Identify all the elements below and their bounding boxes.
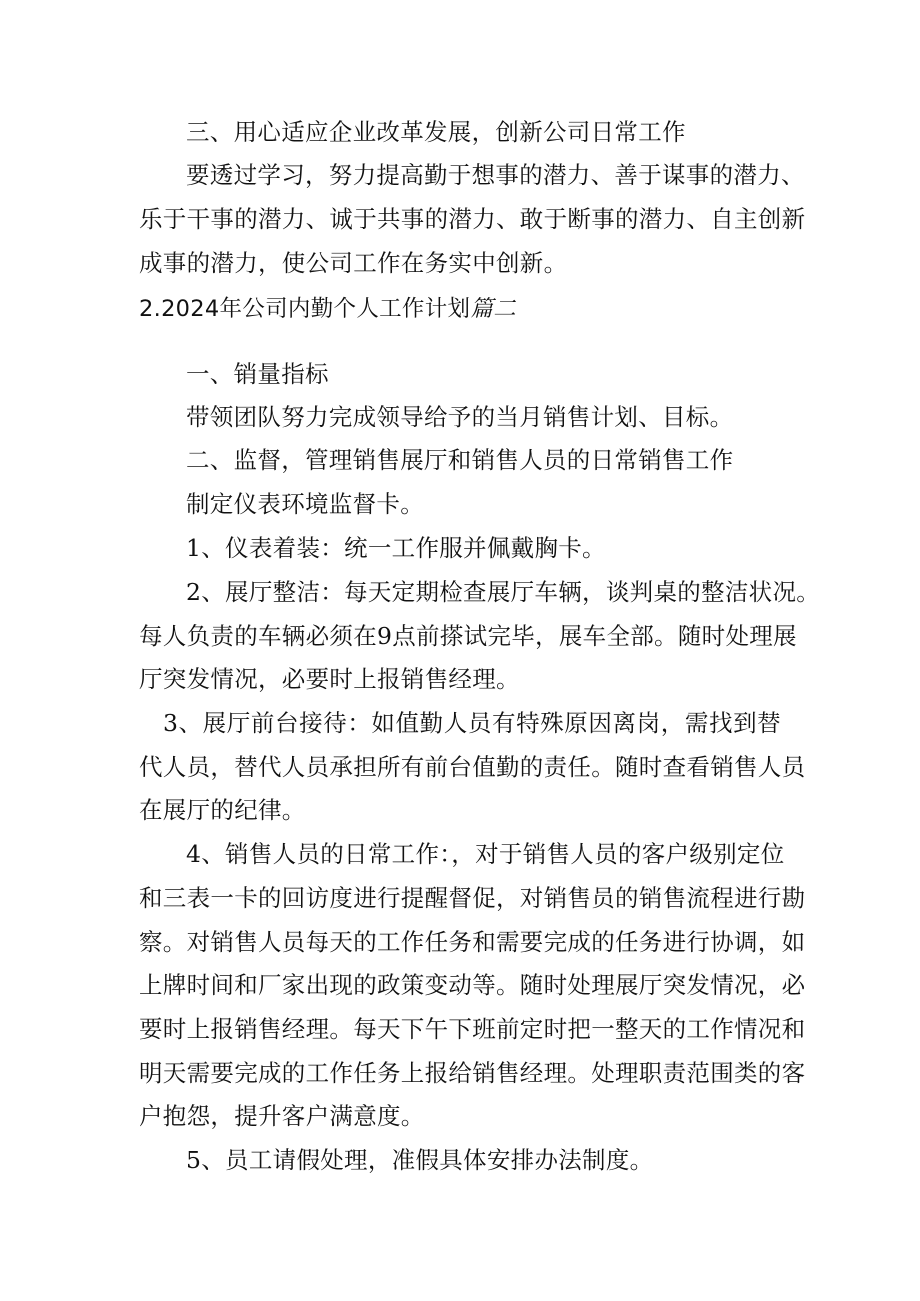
title-main: 2.2024年公司内勤个人工作计划 [139, 296, 471, 322]
paragraph-line: 代人员，替代人员承担所有前台值勤的责任。随时查看销售人员 [139, 753, 806, 781]
list-item-2: 2、展厅整洁：每天定期检查展厅车辆，谈判桌的整洁状况。 [186, 578, 821, 606]
paragraph-line: 户抱怨，提升客户满意度。 [139, 1102, 425, 1130]
paragraph-line: 成事的潜力，使公司工作在务实中创新。 [139, 249, 568, 277]
paragraph-line: 明天需要完成的工作任务上报给销售经理。处理职责范围类的客 [139, 1059, 806, 1087]
list-item-4: 4、销售人员的日常工作：，对于销售人员的客户级别定位 [186, 840, 785, 868]
paragraph-line: 每人负责的车辆必须在9点前搽试完毕，展车全部。随时处理展 [139, 622, 797, 650]
section-heading-3: 三、用心适应企业改革发展，创新公司日常工作 [186, 118, 686, 146]
list-item-1: 1、仪表着装：统一工作服并佩戴胸卡。 [186, 534, 606, 562]
list-item-5: 5、员工请假处理，准假具体安排办法制度。 [186, 1146, 654, 1174]
paragraph-line: 带领团队努力完成领导给予的当月销售计划、目标。 [186, 403, 734, 431]
section-heading-2: 二、监督，管理销售展厅和销售人员的日常销售工作 [186, 446, 734, 474]
section-heading-1: 一、销量指标 [186, 360, 329, 388]
paragraph-line: 制定仪表环境监督卡。 [186, 490, 424, 518]
paragraph-line: 乐于干事的潜力、诚于共事的潜力、敢于断事的潜力、自主创新 [139, 205, 806, 233]
paragraph-line: 察。对销售人员每天的工作任务和需要完成的任务进行协调，如 [139, 928, 806, 956]
document-title [139, 294, 799, 324]
paragraph-line: 和三表一卡的回访度进行提醒督促，对销售员的销售流程进行勘 [139, 884, 806, 912]
list-item-3: 3、展厅前台接待：如值勤人员有特殊原因离岗，需找到替 [163, 709, 781, 737]
title-suffix: 篇二 [470, 296, 516, 322]
paragraph-line: 厅突发情况，必要时上报销售经理。 [139, 665, 520, 693]
paragraph-line: 要透过学习，努力提高勤于想事的潜力、善于谋事的潜力、 [186, 161, 805, 189]
paragraph-line: 要时上报销售经理。每天下午下班前定时把一整天的工作情况和 [139, 1015, 806, 1043]
paragraph-line: 在展厅的纪律。 [139, 796, 306, 824]
paragraph-line: 上牌时间和厂家出现的政策变动等。随时处理展厅突发情况，必 [139, 971, 806, 999]
